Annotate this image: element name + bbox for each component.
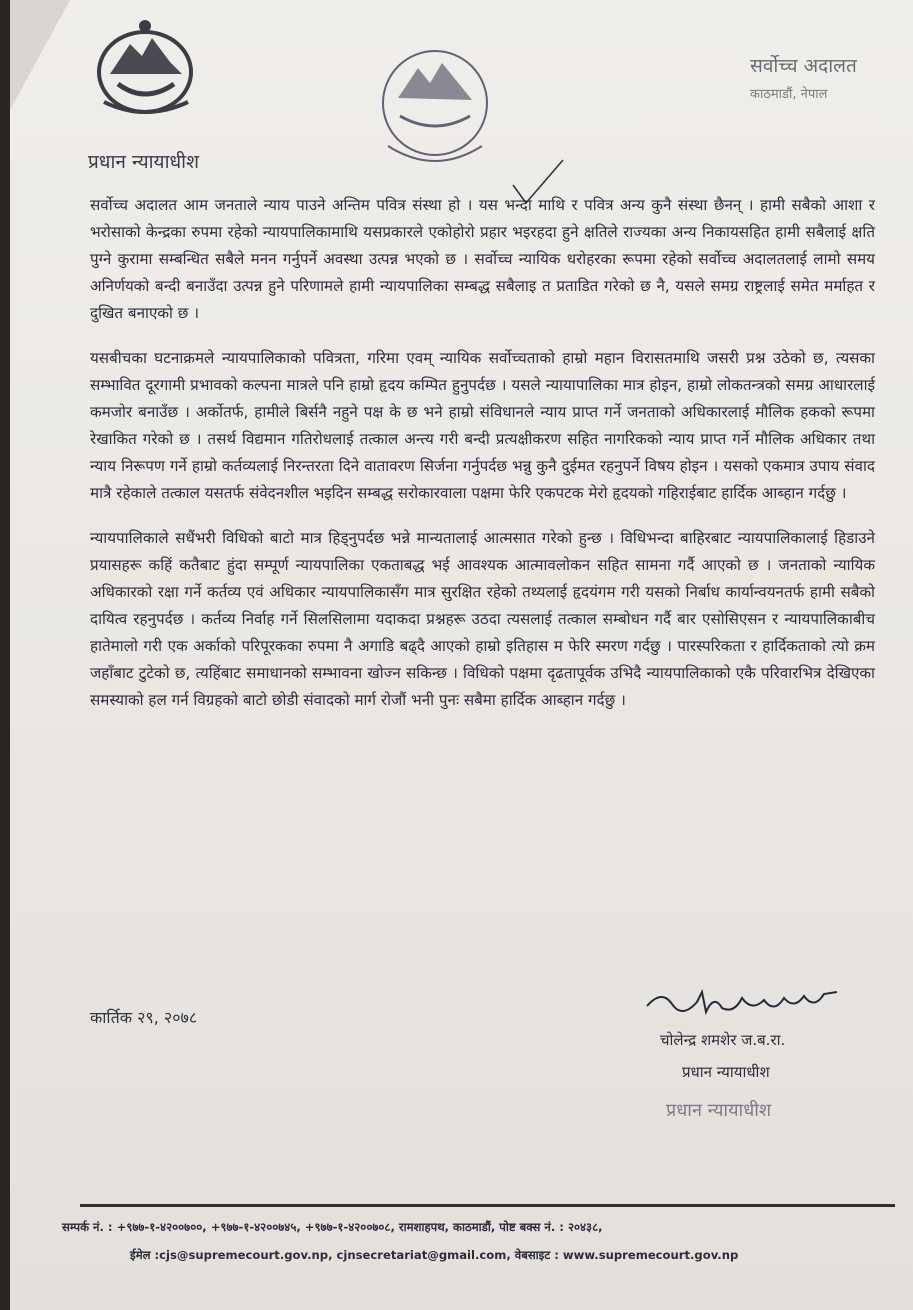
folded-corner	[10, 0, 70, 110]
office-title-left: प्रधान न्यायाधीश	[88, 151, 200, 173]
nepal-emblem-icon	[90, 14, 200, 124]
letter-date: कार्तिक २९, २०७८	[90, 1008, 198, 1027]
letter-body	[90, 192, 875, 732]
court-seal-icon	[360, 28, 510, 178]
paragraph-2: यसबीचका घटनाक्रमले न्यायपालिकाको पवित्रता, गरिमा एवम् न्यायिक सर्वोच्चताको हाम्रो महान विरासतमाथि जसरी प्रश्न उठेको छ, त्यसका सम्भावित दूरगामी प्रभावको कल्पना मात्रले पनि हाम्रो हृदय कम्पित हुनुपर्दछ । यसले न्यायापालिका मात्र होइन, हाम्रो लोकतन्त्रको समग्र आधारलाई कमजोर बनाउँछ । अर्कोतर्फ, हामीले बिर्सनै नहुने पक्ष के छ भने हाम्रो संविधानले न्याय प्राप्त गर्ने जनताको अधिकारलाई मौलिक हकको रूपमा रेखाकित गरेको छ । तसर्थ विद्यमान गतिरोधलाई तत्काल अन्त्य गरी बन्दी प्रत्यक्षीकरण सहित नागरिकको न्याय प्राप्त गर्ने मौलिक अधिकार तथा न्याय निरूपण गर्ने हाम्रो कर्तव्यलाई निरन्तरता दिने वातावरण सिर्जना गर्नुपर्दछ भन्नु कुनै दुईमत रहनुपर्ने विषय होइन । यसको एकमात्र उपाय संवाद मात्रै रहेकाले तत्काल यसतर्फ संवेदनशील भइदिन सम्बद्ध सरोकारवाला पक्षमा फेरि एकपटक मेरो हृदयको गहिराईबाट हार्दिक आब्हान गर्दछु ।	[90, 349, 875, 502]
handwritten-signature	[642, 984, 842, 1024]
footer-divider	[80, 1204, 895, 1207]
office-location: काठमाडौं, नेपाल	[750, 87, 828, 102]
office-title-right: सर्वोच्च अदालत	[750, 55, 857, 77]
contact-line-2: ईमेल :cjs@supremecourt.gov.np, cjnsecretariat@gmail.com, वेबसाइट : www.supremecourt.gov.np	[130, 1248, 739, 1262]
signer-name: चोलेन्द्र शमशेर ज.ब.रा.	[660, 1031, 786, 1049]
letter-page	[10, 0, 913, 1310]
stamp-title: प्रधान न्यायाधीश	[666, 1100, 772, 1121]
contact-line-1: सम्पर्क नं. : +९७७-१-४२००७००, +९७७-१-४२००७४५, +९७७-१-४२००७०८, रामशाहपथ, काठमाडौं, पोष्ट बक्स नं. : २०४३८,	[62, 1220, 603, 1234]
signer-title: प्रधान न्यायाधीश	[682, 1063, 770, 1081]
paragraph-3: न्यायपालिकाले सधैंभरी विधिको बाटो मात्र हिड्नुपर्दछ भन्ने मान्यतालाई आत्मसात गरेको हुन्छ । विधिभन्दा बाहिरबाट न्यायपालिकालाई हिडाउने प्रयासहरू कहिं कतैबाट हुंदा सम्पूर्ण न्यायपालिका एकताबद्ध भई आवश्यक आत्मावलोकन सहित सामना गर्दै आएको छ । जनताको न्यायिक अधिकारको रक्षा गर्ने कर्तव्य एवं अधिकार न्यायपालिकासँग मात्र सुरक्षित रहेको तथ्यलाई हृदयंगम गरी यसको निर्बाध कार्यान्वयनतर्फ हामी सबैको दायित्व रहनुपर्दछ । कर्तव्य निर्वाह गर्ने सिलसिलामा यदाकदा प्रश्नहरू उठदा त्यसलाई तत्काल सम्बोधन गर्दै बार एसोसिएसन र न्यायपालिकाबीच हातेमालो गरी एक अर्काको परिपूरकका रुपमा नै अगाडि बढ्दै आएको हाम्रो इतिहास म फेरि स्मरण गर्दछु । पारस्परिकता र हार्दिकताको त्यो क्रम जहाँबाट टुटेको छ, त्यहिंबाट समाधानको सम्भावना खोज्न सकिन्छ । विधिको पक्षमा दृढतापूर्वक उभिदै न्यायपालिकाको एकै परिवारभित्र देखिएका समस्याको हल गर्न विग्रहको बाटो छोडी संवादको मार्ग रोजौं भनी पुनः सबैमा हार्दिक आब्हान गर्दछु ।	[90, 529, 875, 709]
paragraph-1: सर्वोच्च अदालत आम जनताले न्याय पाउने अन्तिम पवित्र संस्था हो । यस भन्दा माथि र पवित्र अन्य कुनै संस्था छैनन् । हामी सबैको आशा र भरोसाको केन्द्रका रुपमा रहेको न्यायपालिकामाथि यसप्रकारले एकोहोरो प्रहार भइरहदा हुने क्षतिले राज्यका अन्य निकायसहित हामी सबैलाई क्षति पुग्ने कुरामा सम्बन्धित सबैले मनन गर्नुपर्ने अवस्था उत्पन्न भएको छ । सर्वोच्च न्यायिक धरोहरका रूपमा रहेको सर्वोच्च अदालतलाई लामो समय अनिर्णयको बन्दी बनाउँदा उत्पन्न हुने परिणामले हामी न्यायपालिका सम्बद्ध सबैलाइ त प्रताडित गरेको छ नै, यसले समग्र राष्ट्रलाई समेत मर्माहत र दुखित बनाएको छ ।	[90, 196, 875, 322]
